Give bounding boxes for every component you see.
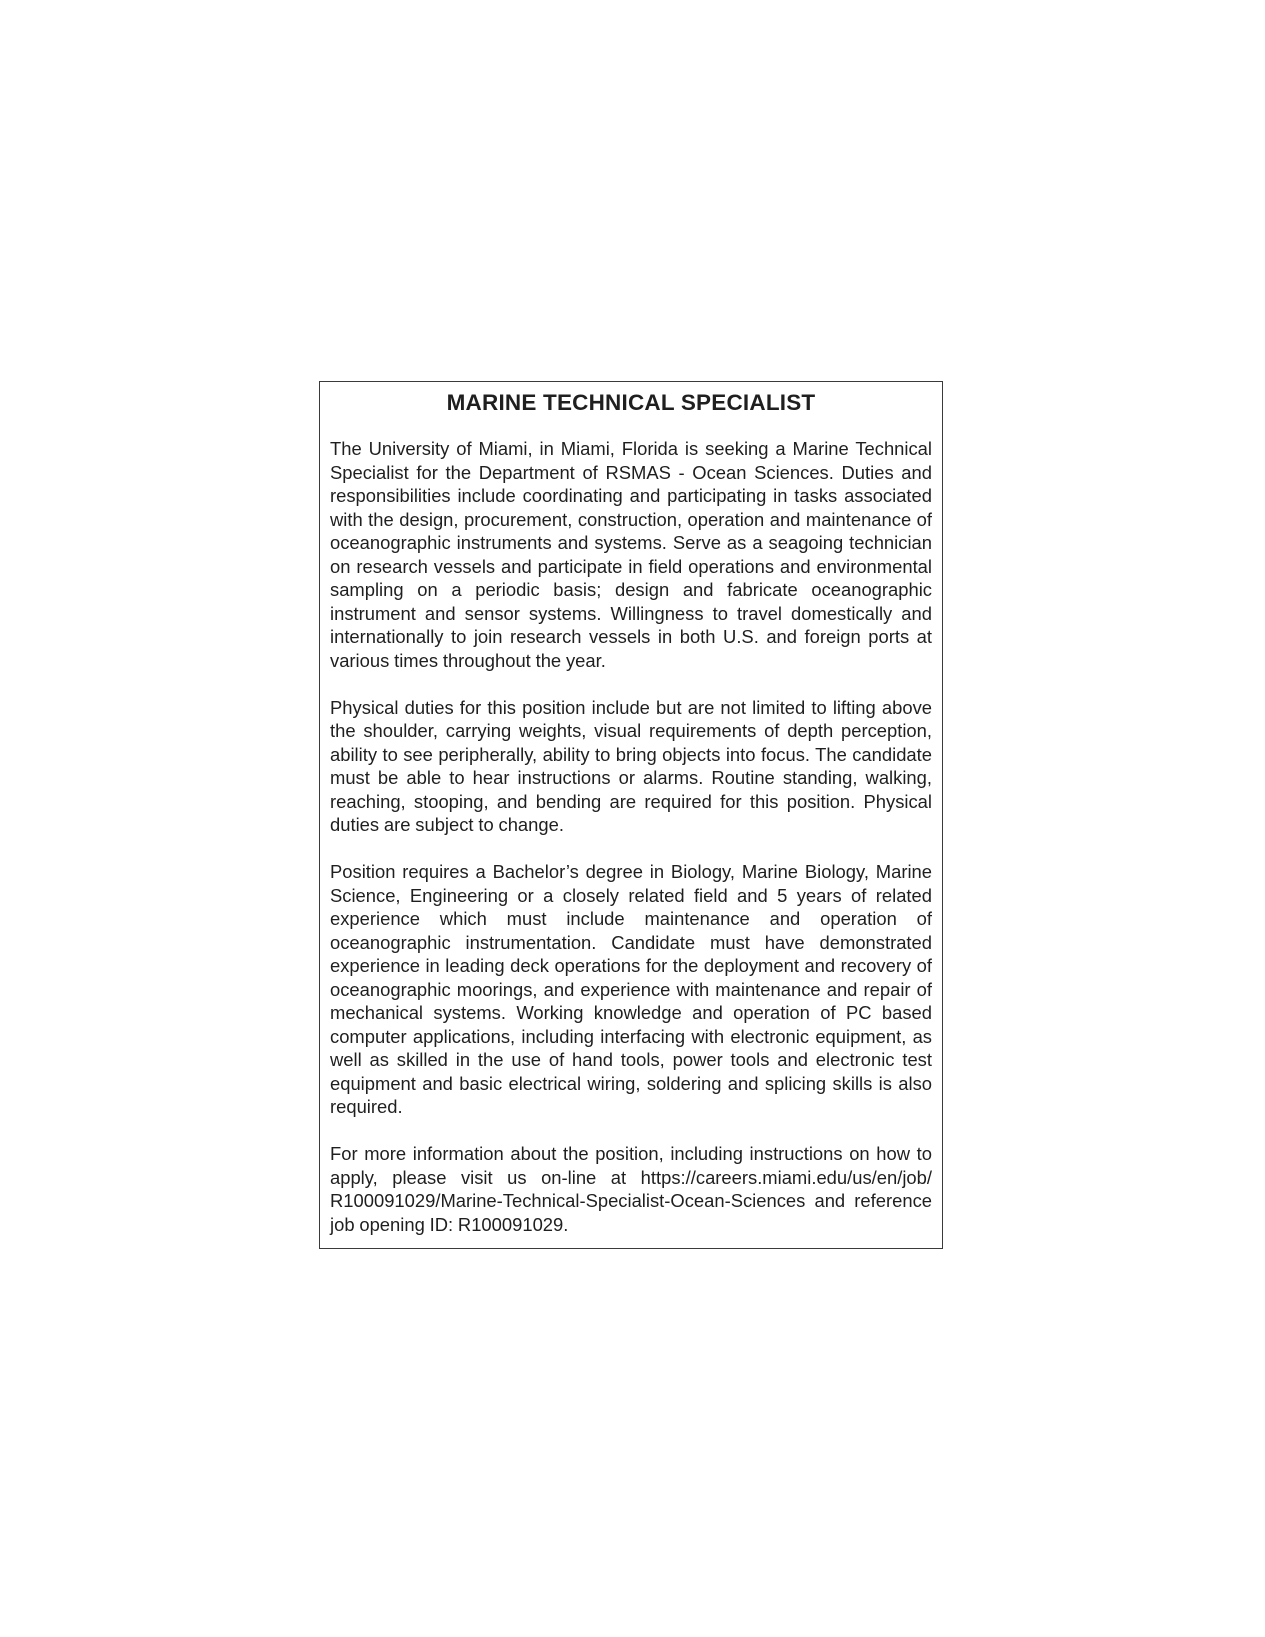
ad-paragraph-description: The University of Miami, in Miami, Florida is seeking a Marine Technical Specialist for the Department of RSMAS - Ocean Sciences. Duties and responsibilities include coordinating and participating in tasks associated with the design, procurement, construction, operation and maintenance of oceanographic instruments and systems. Serve as a seagoing technician on research vessels and participate in field operations and environmental sampling on a periodic basis; design and fabricate oceanographic instrument and sensor systems. Willingness to travel domestically and internationally to join research vessels in both U.S. and foreign ports at various times throughout the year. — [330, 438, 932, 671]
ad-paragraph-requirements: Position requires a Bachelor’s degree in Biology, Marine Biology, Marine Science, Engineering or a closely related field and 5 years of related experience which must include maintenance and operation of oceanographic instrumentation. Candidate must have demonstrated experience in leading deck operations for the deployment and recovery of oceanographic moorings, and experience with maintenance and repair of mechanical systems. Working knowledge and operation of PC based computer applications, including interfacing with electronic equipment, as well as skilled in the use of hand tools, power tools and electronic test equipment and basic electrical wiring, soldering and splicing skills is also required. — [330, 861, 932, 1117]
apply-text-after-url: and reference job opening ID: R100091029. — [330, 1190, 932, 1235]
job-url-link[interactable]: https://careers.miami.edu/us/en/job/​R100091029/Marine-Technical-Specialist-Ocean-Sciences — [330, 1166, 932, 1211]
ad-paragraph-physical-duties: Physical duties for this position include but are not limited to lifting above the shoulder, carrying weights, visual requirements of depth perception, ability to see peripherally, ability to bring objects into focus. The candidate must be able to hear instructions or alarms. Routine standing, walking, reaching, stooping, and bending are required for this position. Physical duties are subject to change. — [330, 696, 932, 835]
ad-paragraph-apply — [330, 1142, 932, 1236]
ad-title: MARINE TECHNICAL SPECIALIST — [446, 390, 816, 415]
apply-text-before-url: For more information about the position, including instructions on how to apply, please visit us on-line at — [330, 1143, 932, 1188]
job-ad-box — [319, 381, 943, 1249]
